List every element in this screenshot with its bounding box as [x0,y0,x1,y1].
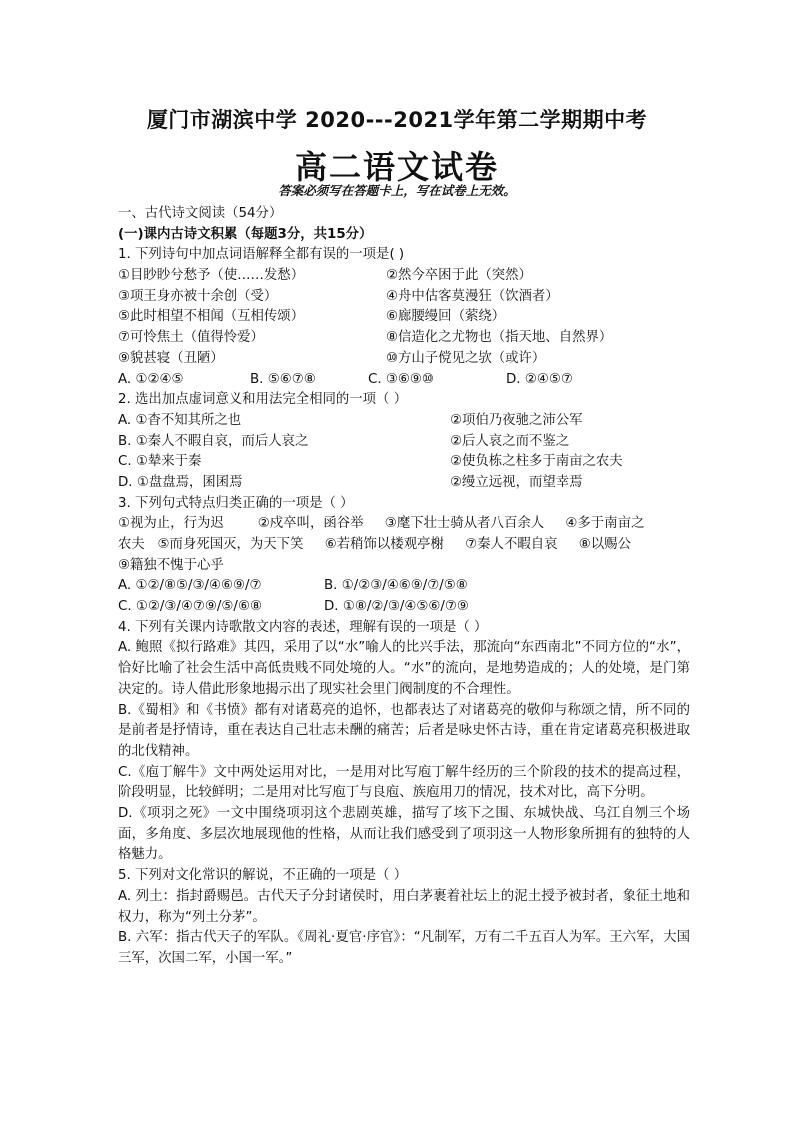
q1-item: ⑦可怜焦土（值得怜爱） [118,330,264,346]
q4-stem: 4. 下列有关课内诗歌散文内容的表述，理解有误的一项是（ ） [118,619,488,635]
q1-option-d: D. ②④⑤⑦ [506,371,573,387]
q1-stem: 1. 下列诗句中加点词语解释全都有误的一项是( ) [118,247,405,263]
section-heading: 一、古代诗文阅读（54分） [118,206,283,221]
q4-option-c: C.《庖丁解牛》文中两处运用对比，一是用对比写庖丁解牛经历的三个阶段的技术的提高过程，阶段明显，比较鲜明；二是用对比写庖丁与良庖、族庖用刀的情况，技术对比，高下分明。 [118,764,690,801]
q1-item-row [118,307,690,328]
q3-sentence-line: 农夫 ⑤而身死国灭，为天下笑 ⑥若稍饰以楼观亭榭 ⑦秦人不暇自哀 ⑧以赐公 [118,537,631,552]
q1-item: ①目眇眇兮愁予（使……发愁） [118,268,305,284]
exam-subtitle: 高二语文试卷 [294,148,499,186]
q2-option-b2: ②后人哀之而不鉴之 [450,433,570,449]
q5-option-b: B. 六军：指古代天子的军队。《周礼·夏官·序官》：“凡制军，万有二千五百人为军。王六军，大国三军，次国二军，小国一军。” [118,930,690,966]
q1-item: ②然今卒困于此（突然） [386,268,532,284]
q3-option-row [118,597,690,618]
exam-content [118,204,690,970]
q1-option-b: B. ⑤⑥⑦⑧ [250,371,316,387]
answer-notice: 答案必须写在答题卡上，写在试卷上无效。 [278,183,516,198]
q5-stem: 5. 下列对文化常识的解说，不正确的一项是（ ） [118,868,408,884]
q1-item: ③项王身亦被十余创（受） [118,288,278,304]
q2-option-c1: C. ①辇来于秦 [118,454,202,470]
q2-option-c2: ②使负栋之柱多于南亩之农夫 [450,454,623,470]
q2-option-a2: ②项伯乃夜驰之沛公军 [450,412,583,428]
q2-option-row [118,411,690,432]
q1-item: ⑨貌甚寝（丑陋） [118,350,224,366]
q1-item-row [118,266,690,287]
q1-item: ⑥廊腰缦回（萦绕） [386,309,506,325]
q1-item: ④舟中估客莫漫狂（饮酒者） [386,288,559,304]
q3-option-a: A. ①②/⑧⑤/③/④⑥⑨/⑦ [118,578,262,594]
q1-item: ⑩方山子傥见之欤（或许） [386,350,546,366]
q2-option-d1: D. ①盘盘焉，囷囷焉 [118,474,243,490]
q4-option-a: A. 鲍照《拟行路难》其四，采用了以“水”喻人的比兴手法，那流向“东西南北”不同方位的“水”，恰好比喻了社会生活中高低贵贱不同处境的人。“水”的流向，是地势造成的；人的处境，是门第决定的。诗人借此形象地揭示出了现实社会里门阀制度的不合理性。 [118,640,690,697]
q2-option-d2: ②缦立远视，而望幸焉 [450,474,583,490]
exam-title: 厦门市湖滨中学 2020---2021学年第二学期期中考 [146,108,648,132]
q1-option-a: A. ①②④⑤ [118,371,184,387]
q4-option-b: B.《蜀相》和《书愤》都有对诸葛亮的追怀，也都表达了对诸葛亮的敬仰与称颂之情，所不同的是前者是抒情诗，重在表达自己壮志未酬的痛苦；后者是咏史怀古诗，重在肯定诸葛亮积极进取的北伐精神。 [118,702,690,759]
q1-item: ⑧信造化之尤物也（指天地、自然界） [386,330,613,346]
q1-item: ⑤此时相望不相闻（互相传颂） [118,309,305,325]
q2-option-row [118,452,690,473]
q3-sentence-line: ①视为止，行为迟 ②戍卒叫，函谷举 ③麾下壮士骑从者八百余人 ④多于南亩之 [118,516,645,532]
q1-item-row [118,328,690,349]
q2-option-row [118,432,690,453]
q1-options [118,370,690,391]
q3-sentence-line: ⑨籍独不愧于心乎 [118,557,224,573]
q2-option-row [118,473,690,494]
q2-option-a1: A. ①杳不知其所之也 [118,412,242,428]
q3-option-b: B. ①/②③/④⑥⑨/⑦/⑤⑧ [324,578,468,594]
q1-item-row [118,287,690,308]
q5-option-a: A. 列土：指封爵赐邑。古代天子分封诸侯时，用白茅裹着社坛上的泥土授予被封者，象征土地和权力，称为“列土分茅”。 [118,888,690,925]
q2-stem: 2. 选出加点虚词意义和用法完全相同的一项（ ） [118,392,408,408]
q3-option-d: D. ①⑧/②/③/④⑤⑥/⑦⑨ [324,599,469,615]
q2-option-b1: B. ①秦人不暇自哀，而后人哀之 [118,433,309,449]
q3-stem: 3. 下列句式特点归类正确的一项是（ ） [118,495,354,511]
q1-item-row [118,349,690,370]
q1-option-c: C. ③⑥⑨⑩ [368,371,434,387]
q3-option-row [118,576,690,597]
q4-option-d: D.《项羽之死》一文中围绕项羽这个悲剧英雄，描写了垓下之围、东城快战、乌江自刎三个场面，多角度、多层次地展现他的性格，从而让我们感受到了项羽这一人物形象所拥有的独特的人格魅力。 [118,806,690,863]
sub-section-heading: (一)课内古诗文积累（每题3分，共15分） [118,226,373,242]
q3-option-c: C. ①②/③/④⑦⑨/⑤/⑥⑧ [118,599,262,615]
